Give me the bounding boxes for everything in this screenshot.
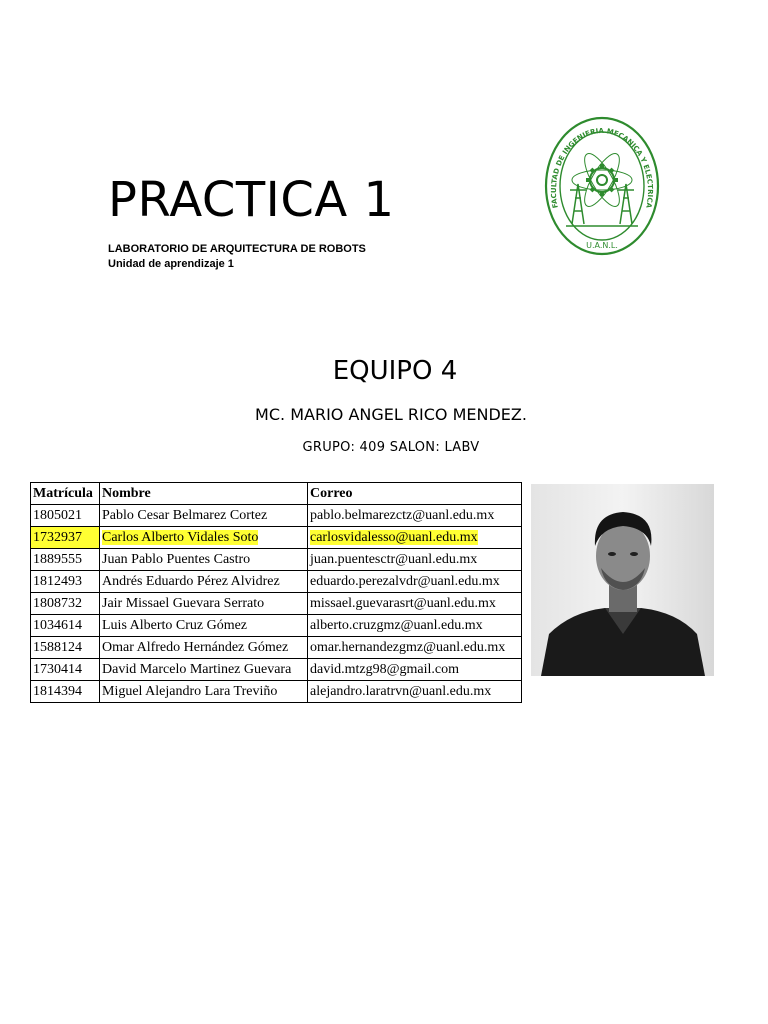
team-name: EQUIPO 4 bbox=[332, 356, 458, 386]
fime-uanl-logo bbox=[544, 116, 660, 256]
cell-matricula: 1588124 bbox=[31, 637, 100, 659]
cell-nombre: Andrés Eduardo Pérez Alvidrez bbox=[100, 571, 308, 593]
cell-correo: alberto.cruzgmz@uanl.edu.mx bbox=[308, 615, 522, 637]
logo-bottom-text: U.A.N.L. bbox=[586, 241, 618, 250]
cell-matricula: 1808732 bbox=[31, 593, 100, 615]
header-nombre: Nombre bbox=[100, 483, 308, 505]
cell-correo: juan.puentesctr@uanl.edu.mx bbox=[308, 549, 522, 571]
table-row-highlighted bbox=[31, 527, 522, 549]
table-row bbox=[31, 505, 522, 527]
cell-nombre: Omar Alfredo Hernández Gómez bbox=[100, 637, 308, 659]
teacher-name: MC. MARIO ANGEL RICO MENDEZ. bbox=[255, 405, 527, 424]
group-info: GRUPO: 409 SALON: LABV bbox=[302, 440, 480, 455]
cell-correo: eduardo.perezalvdr@uanl.edu.mx bbox=[308, 571, 522, 593]
cell-nombre: Juan Pablo Puentes Castro bbox=[100, 549, 308, 571]
table-row bbox=[31, 549, 522, 571]
highlighted-text: Carlos Alberto Vidales Soto bbox=[102, 529, 259, 545]
course-name: LABORATORIO DE ARQUITECTURA DE ROBOTS bbox=[108, 243, 366, 255]
table-row bbox=[31, 593, 522, 615]
cell-correo: david.mtzg98@gmail.com bbox=[308, 659, 522, 681]
cell-nombre: Jair Missael Guevara Serrato bbox=[100, 593, 308, 615]
unit-name: Unidad de aprendizaje 1 bbox=[108, 258, 234, 270]
header-matricula: Matrícula bbox=[31, 483, 100, 505]
cell-nombre bbox=[100, 527, 308, 549]
cell-correo bbox=[308, 527, 522, 549]
cell-nombre: Miguel Alejandro Lara Treviño bbox=[100, 681, 308, 703]
cell-correo: omar.hernandezgmz@uanl.edu.mx bbox=[308, 637, 522, 659]
cell-matricula: 1814394 bbox=[31, 681, 100, 703]
logo-ring-text: FACULTAD DE INGENIERIA MECANICA Y ELECTRICA bbox=[549, 127, 655, 209]
table-row bbox=[31, 615, 522, 637]
cell-matricula: 1732937 bbox=[31, 527, 100, 549]
cell-nombre: Luis Alberto Cruz Gómez bbox=[100, 615, 308, 637]
table-row bbox=[31, 659, 522, 681]
cell-correo: missael.guevarasrt@uanl.edu.mx bbox=[308, 593, 522, 615]
table-header-row bbox=[31, 483, 522, 505]
subtitle bbox=[108, 242, 366, 272]
table-row bbox=[31, 571, 522, 593]
cell-correo: alejandro.laratrvn@uanl.edu.mx bbox=[308, 681, 522, 703]
header-correo: Correo bbox=[308, 483, 522, 505]
highlighted-text: carlosvidalesso@uanl.edu.mx bbox=[310, 529, 478, 545]
cell-matricula: 1805021 bbox=[31, 505, 100, 527]
cell-matricula: 1889555 bbox=[31, 549, 100, 571]
table-row bbox=[31, 637, 522, 659]
table-row bbox=[31, 681, 522, 703]
student-photo bbox=[531, 484, 714, 676]
student-table bbox=[30, 482, 522, 703]
cell-nombre: David Marcelo Martinez Guevara bbox=[100, 659, 308, 681]
cell-matricula: 1730414 bbox=[31, 659, 100, 681]
cell-nombre: Pablo Cesar Belmarez Cortez bbox=[100, 505, 308, 527]
page-title: PRACTICA 1 bbox=[108, 172, 395, 228]
cell-matricula: 1034614 bbox=[31, 615, 100, 637]
cell-matricula: 1812493 bbox=[31, 571, 100, 593]
cell-correo: pablo.belmarezctz@uanl.edu.mx bbox=[308, 505, 522, 527]
